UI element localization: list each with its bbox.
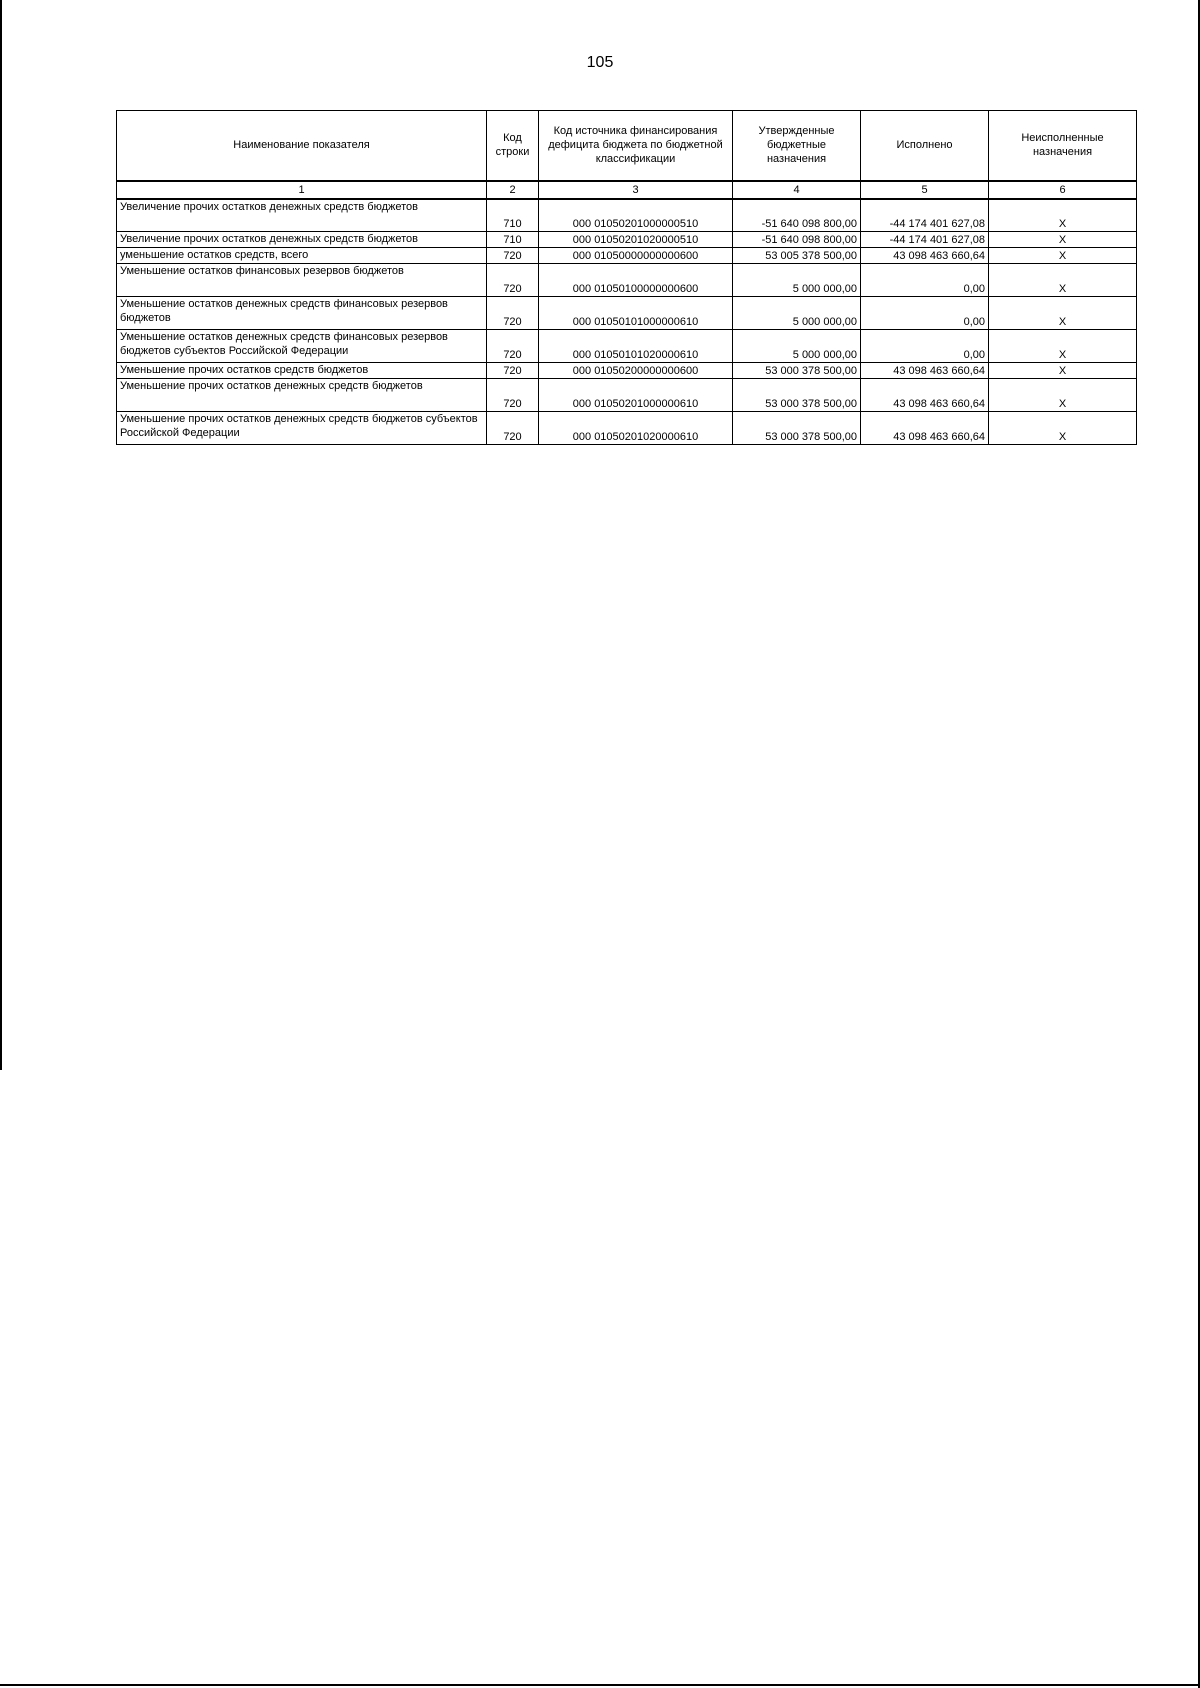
cell-name: уменьшение остатков средств, всего (117, 248, 487, 264)
cell-name: Уменьшение прочих остатков денежных средств бюджетов субъектов Российской Федерации (117, 412, 487, 445)
table-row (117, 248, 1137, 264)
column-number: 6 (989, 181, 1137, 199)
cell-code: 720 (487, 264, 539, 297)
cell-approved: -51 640 098 800,00 (733, 199, 861, 232)
cell-unexecuted: X (989, 248, 1137, 264)
cell-approved: 5 000 000,00 (733, 264, 861, 297)
cell-unexecuted: X (989, 330, 1137, 363)
cell-name: Уменьшение прочих остатков средств бюджетов (117, 363, 487, 379)
cell-name: Увеличение прочих остатков денежных средств бюджетов (117, 199, 487, 232)
cell-approved: 5 000 000,00 (733, 297, 861, 330)
cell-name: Увеличение прочих остатков денежных средств бюджетов (117, 232, 487, 248)
cell-approved: 53 000 378 500,00 (733, 379, 861, 412)
cell-unexecuted: X (989, 363, 1137, 379)
column-number: 2 (487, 181, 539, 199)
header-line-code: Код строки (487, 111, 539, 181)
cell-approved: 53 000 378 500,00 (733, 412, 861, 445)
cell-source: 000 01050201000000510 (539, 199, 733, 232)
header-executed: Исполнено (861, 111, 989, 181)
table-row (117, 363, 1137, 379)
header-approved: Утвержденные бюджетные назначения (733, 111, 861, 181)
cell-approved: 53 005 378 500,00 (733, 248, 861, 264)
cell-name: Уменьшение остатков денежных средств финансовых резервов бюджетов субъектов Российской Федерации (117, 330, 487, 363)
cell-source: 000 01050201020000510 (539, 232, 733, 248)
column-number: 3 (539, 181, 733, 199)
cell-unexecuted: X (989, 199, 1137, 232)
cell-code: 720 (487, 363, 539, 379)
table-row (117, 232, 1137, 248)
cell-source: 000 01050000000000600 (539, 248, 733, 264)
page-border-left (0, 0, 2, 1070)
cell-source: 000 01050201000000610 (539, 379, 733, 412)
cell-name: Уменьшение остатков денежных средств финансовых резервов бюджетов (117, 297, 487, 330)
cell-code: 720 (487, 297, 539, 330)
cell-approved: -51 640 098 800,00 (733, 232, 861, 248)
cell-name: Уменьшение остатков финансовых резервов бюджетов (117, 264, 487, 297)
table-row (117, 199, 1137, 232)
cell-approved: 5 000 000,00 (733, 330, 861, 363)
header-unexecuted: Неисполненные назначения (989, 111, 1137, 181)
page-border-bottom (0, 1684, 1200, 1686)
cell-unexecuted: X (989, 412, 1137, 445)
cell-executed: 0,00 (861, 264, 989, 297)
cell-source: 000 01050101020000610 (539, 330, 733, 363)
cell-code: 720 (487, 248, 539, 264)
cell-name: Уменьшение прочих остатков денежных средств бюджетов (117, 379, 487, 412)
cell-source: 000 01050101000000610 (539, 297, 733, 330)
column-number: 4 (733, 181, 861, 199)
cell-code: 720 (487, 379, 539, 412)
table-row (117, 297, 1137, 330)
header-source-code: Код источника финансирования дефицита бюджета по бюджетной классификации (539, 111, 733, 181)
column-number-row (117, 181, 1137, 199)
table-row (117, 412, 1137, 445)
cell-executed: 0,00 (861, 330, 989, 363)
cell-code: 710 (487, 232, 539, 248)
cell-unexecuted: X (989, 232, 1137, 248)
cell-code: 720 (487, 412, 539, 445)
cell-unexecuted: X (989, 297, 1137, 330)
cell-unexecuted: X (989, 379, 1137, 412)
budget-sources-table (116, 110, 1137, 445)
cell-approved: 53 000 378 500,00 (733, 363, 861, 379)
page-number: 105 (586, 54, 614, 71)
cell-executed: 43 098 463 660,64 (861, 412, 989, 445)
cell-executed: 43 098 463 660,64 (861, 248, 989, 264)
table-header-row (117, 111, 1137, 181)
cell-code: 720 (487, 330, 539, 363)
cell-source: 000 01050100000000600 (539, 264, 733, 297)
cell-executed: -44 174 401 627,08 (861, 232, 989, 248)
cell-executed: 43 098 463 660,64 (861, 379, 989, 412)
cell-executed: -44 174 401 627,08 (861, 199, 989, 232)
column-number: 5 (861, 181, 989, 199)
cell-executed: 43 098 463 660,64 (861, 363, 989, 379)
cell-source: 000 01050200000000600 (539, 363, 733, 379)
table-row (117, 264, 1137, 297)
cell-source: 000 01050201020000610 (539, 412, 733, 445)
cell-executed: 0,00 (861, 297, 989, 330)
cell-unexecuted: X (989, 264, 1137, 297)
table-row (117, 330, 1137, 363)
table-row (117, 379, 1137, 412)
header-indicator-name: Наименование показателя (117, 111, 487, 181)
cell-code: 710 (487, 199, 539, 232)
column-number: 1 (117, 181, 487, 199)
